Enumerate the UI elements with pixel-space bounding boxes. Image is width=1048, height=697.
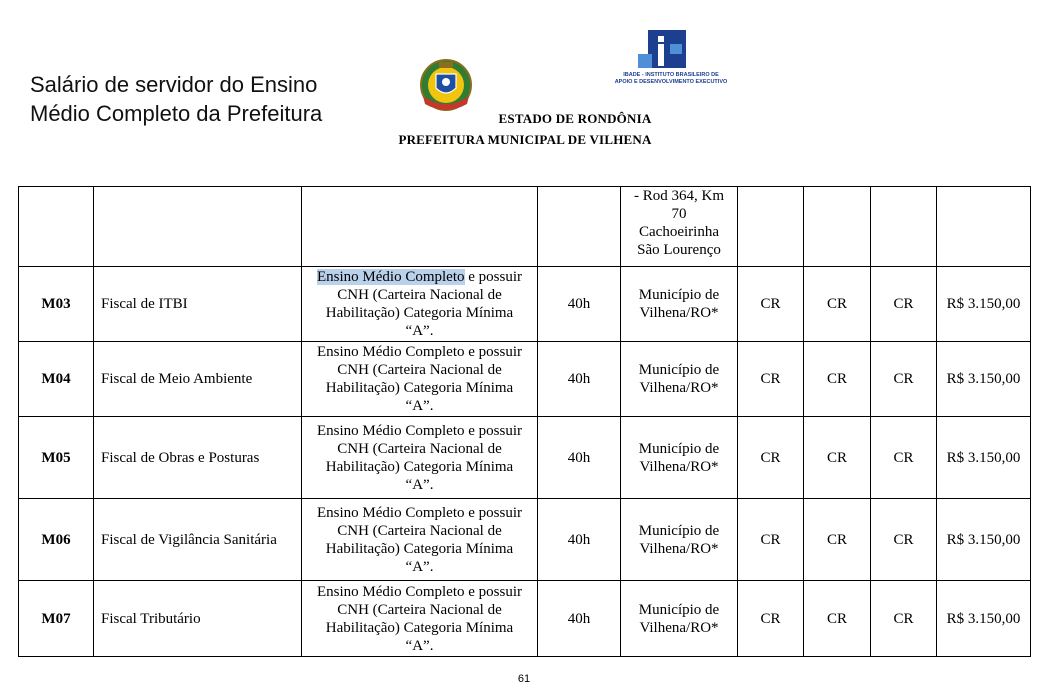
location-line: Vilhena/RO*: [639, 305, 719, 321]
location-line: Município de: [638, 601, 720, 618]
positions-table: [18, 186, 1031, 657]
vacancy-cell: CR: [738, 267, 804, 342]
code-cell: M04: [19, 342, 94, 417]
location-line: Município de: [638, 522, 720, 539]
requirement-cell: [302, 417, 538, 499]
location-cell: [621, 417, 738, 499]
requirement-line: Ensino Médio Completo e possuir: [317, 344, 522, 360]
location-cell: [621, 187, 738, 267]
requirement-line: Habilitação) Categoria Mínima: [325, 540, 514, 557]
table-row-continuation: [19, 187, 1031, 267]
vacancy-cell: CR: [738, 342, 804, 417]
vacancy-cell: CR: [738, 417, 804, 499]
requirement-line: CNH (Carteira Nacional de: [337, 440, 502, 457]
location-line: Município de: [638, 362, 720, 378]
location-cell: [621, 499, 738, 581]
vacancy-cell: CR: [871, 499, 937, 581]
location-line: 70: [671, 206, 687, 222]
ibade-name-line-2: APOIO E DESENVOLVIMENTO EXECUTIVO: [614, 79, 728, 85]
page-number: 61: [517, 673, 531, 685]
location-cell: [621, 342, 738, 417]
location-line: Vilhena/RO*: [639, 540, 719, 557]
location-cell: [621, 267, 738, 342]
requirement-line: CNH (Carteira Nacional de: [337, 362, 502, 378]
requirement-text: e possuir: [464, 269, 522, 285]
salary-cell: R$ 3.150,00: [937, 581, 1031, 657]
requirement-line: Ensino Médio Completo e possuir: [317, 422, 522, 439]
vacancy-cell: CR: [804, 267, 871, 342]
table-row: [19, 267, 1031, 342]
location-line: Município de: [638, 440, 720, 457]
requirement-line: CNH (Carteira Nacional de: [337, 601, 502, 618]
requirement-line: Habilitação) Categoria Mínima: [325, 380, 514, 396]
location-line: Vilhena/RO*: [639, 380, 719, 396]
requirement-cell: [302, 581, 538, 657]
table-row: [19, 581, 1031, 657]
ibade-name: [596, 72, 746, 86]
salary-cell: R$ 3.150,00: [937, 267, 1031, 342]
requirement-line: Ensino Médio Completo e possuir: [317, 583, 522, 600]
role-cell: Fiscal de Obras e Posturas: [94, 417, 302, 499]
code-cell: M07: [19, 581, 94, 657]
role-cell: Fiscal de ITBI: [94, 267, 302, 342]
hours-cell: 40h: [538, 342, 621, 417]
table-row: [19, 342, 1031, 417]
requirement-cell: [302, 499, 538, 581]
salary-cell: R$ 3.150,00: [937, 499, 1031, 581]
caption-line-2: Médio Completo da Prefeitura: [30, 101, 323, 126]
requirement-line: Habilitação) Categoria Mínima: [325, 305, 514, 321]
vacancy-cell: CR: [804, 342, 871, 417]
location-line: Vilhena/RO*: [639, 619, 719, 636]
location-line: - Rod 364, Km: [634, 188, 724, 204]
code-cell: M05: [19, 417, 94, 499]
requirement-line: Habilitação) Categoria Mínima: [325, 458, 514, 475]
vacancy-cell: CR: [871, 342, 937, 417]
state-heading: ESTADO DE RONDÔNIA: [498, 111, 652, 126]
vilhena-crest-icon: [417, 58, 475, 114]
location-cell: [621, 581, 738, 657]
table-row: [19, 499, 1031, 581]
caption-line-1: Salário de servidor do Ensino: [30, 72, 318, 97]
role-cell: Fiscal de Meio Ambiente: [94, 342, 302, 417]
requirement-line: “A”.: [405, 558, 434, 575]
vacancy-cell: CR: [871, 417, 937, 499]
hours-cell: 40h: [538, 581, 621, 657]
hours-cell: 40h: [538, 499, 621, 581]
vacancy-cell: CR: [804, 499, 871, 581]
requirement-line: [306, 268, 533, 286]
location-line: Município de: [638, 287, 720, 303]
requirement-line: “A”.: [405, 637, 434, 654]
requirement-cell: [302, 342, 538, 417]
vacancy-cell: CR: [738, 499, 804, 581]
requirement-line: “A”.: [405, 398, 434, 414]
location-line: Vilhena/RO*: [639, 458, 719, 475]
hours-cell: 40h: [538, 417, 621, 499]
salary-cell: R$ 3.150,00: [937, 342, 1031, 417]
requirement-line: Habilitação) Categoria Mínima: [325, 619, 514, 636]
vacancy-cell: CR: [738, 581, 804, 657]
requirement-line: Ensino Médio Completo e possuir: [317, 504, 522, 521]
ibade-name-line-1: IBADE - INSTITUTO BRASILEIRO DE: [623, 72, 719, 78]
code-cell: M06: [19, 499, 94, 581]
vacancy-cell: CR: [804, 417, 871, 499]
salary-cell: R$ 3.150,00: [937, 417, 1031, 499]
requirement-line: “A”.: [405, 323, 434, 339]
requirement-line: CNH (Carteira Nacional de: [337, 522, 502, 539]
hours-cell: 40h: [538, 267, 621, 342]
location-line: São Lourenço: [637, 242, 721, 258]
table-row: [19, 417, 1031, 499]
requirement-line: “A”.: [405, 476, 434, 493]
vacancy-cell: CR: [871, 267, 937, 342]
requirement-cell[interactable]: [302, 267, 538, 342]
location-line: Cachoeirinha: [639, 224, 719, 240]
selected-text[interactable]: Ensino Médio Completo: [317, 269, 465, 285]
code-cell: M03: [19, 267, 94, 342]
vacancy-cell: CR: [804, 581, 871, 657]
screenshot-caption: [30, 70, 390, 128]
requirement-line: CNH (Carteira Nacional de: [337, 287, 502, 303]
vacancy-cell: CR: [871, 581, 937, 657]
role-cell: Fiscal de Vigilância Sanitária: [94, 499, 302, 581]
role-cell: Fiscal Tributário: [94, 581, 302, 657]
prefeitura-heading: PREFEITURA MUNICIPAL DE VILHENA: [398, 132, 652, 147]
